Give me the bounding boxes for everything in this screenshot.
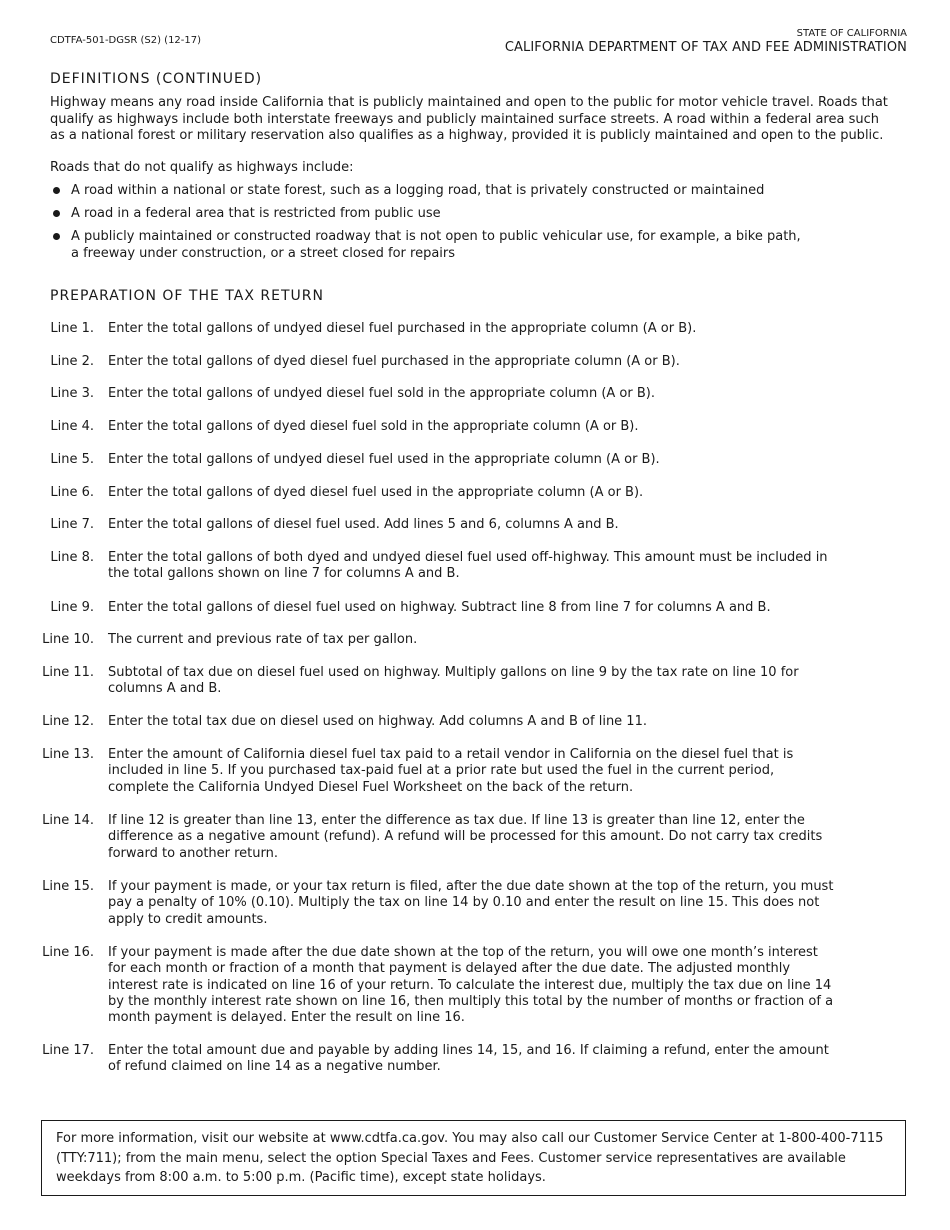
line-instruction: Enter the total gallons of dyed diesel fuel purchased in the appropriate column (A or B). (108, 354, 680, 369)
line-instruction: Enter the total gallons of undyed diesel fuel sold in the appropriate column (A or B). (108, 386, 655, 401)
line-instruction: The current and previous rate of tax per gallon. (108, 632, 418, 647)
line-label: Line 7. (50, 517, 94, 532)
line-instruction: Enter the total gallons of diesel fuel used on highway. Subtract line 8 from line 7 for columns A and B. (108, 600, 771, 615)
line-label: Line 8. (50, 550, 94, 565)
line-label: Line 16. (42, 945, 94, 960)
line-label: Line 1. (50, 321, 94, 336)
line-label: Line 2. (50, 354, 94, 369)
bullet-item: A road in a federal area that is restricted from public use (50, 206, 810, 223)
department-name: CALIFORNIA DEPARTMENT OF TAX AND FEE ADMINISTRATION (504, 40, 907, 55)
non-highway-intro: Roads that do not qualify as highways include: (50, 160, 354, 175)
line-instruction: Enter the amount of California diesel fuel tax paid to a retail vendor in California on the diesel fuel that is included in line 5. If you purchased tax-paid fuel at a prior rate but used the fuel in the current period, complete the California Undyed Diesel Fuel Worksheet on the back of the return. (108, 747, 794, 795)
line-label: Line 17. (42, 1043, 94, 1058)
line-instruction: If line 12 is greater than line 13, enter the difference as tax due. If line 13 is greater than line 12, enter the difference as a negative amount (refund). A refund will be processed for this amount. Do not carry tax credits forward to another return. (108, 813, 823, 861)
line-label: Line 3. (50, 386, 94, 401)
line-label: Line 4. (50, 419, 94, 434)
non-highway-list (50, 183, 810, 269)
preparation-title: PREPARATION OF THE TAX RETURN (50, 288, 324, 304)
line-instruction: Enter the total gallons of diesel fuel used. Add lines 5 and 6, columns A and B. (108, 517, 619, 532)
bullet-item: A publicly maintained or constructed roadway that is not open to public vehicular use, for example, a bike path, a freeway under construction, or a street closed for repairs (50, 229, 810, 262)
line-label: Line 14. (42, 813, 94, 828)
line-label: Line 10. (42, 632, 94, 647)
line-label: Line 11. (42, 665, 94, 680)
line-label: Line 12. (42, 714, 94, 729)
form-id: CDTFA-501-DGSR (S2) (12-17) (50, 35, 202, 46)
line-instruction: Enter the total gallons of undyed diesel fuel purchased in the appropriate column (A or B). (108, 321, 697, 336)
contact-info-text: For more information, visit our website at www.cdtfa.ca.gov. You may also call our Customer Service Center at 1-800-400-7115 (TTY:711); from the main menu, select the option Special Taxes and Fees. Customer service representatives are available weekdays from 8:00 a.m. to 5:00 p.m. (Pacific time), except state holidays. (56, 1131, 884, 1185)
line-instruction: Enter the total gallons of both dyed and undyed diesel fuel used off-highway. This amount must be included in the total gallons shown on line 7 for columns A and B. (108, 550, 828, 582)
state-name: STATE OF CALIFORNIA (796, 28, 907, 39)
agency-header (505, 28, 907, 56)
contact-info-box (41, 1120, 906, 1196)
line-instruction: Enter the total amount due and payable by adding lines 14, 15, and 16. If claiming a refund, enter the amount of refund claimed on line 14 as a negative number. (108, 1043, 829, 1075)
line-instruction: If your payment is made, or your tax return is filed, after the due date shown at the top of the return, you must pay a penalty of 10% (0.10). Multiply the tax on line 14 by 0.10 and enter the result on line 15. This does not apply to credit amounts. (108, 879, 834, 927)
line-instruction: Enter the total gallons of dyed diesel fuel used in the appropriate column (A or B). (108, 485, 644, 500)
line-instruction: If your payment is made after the due date shown at the top of the return, you will owe one month’s interest for each month or fraction of a month that payment is delayed after the due date. The adjusted monthly interest rate is indicated on line 16 of your return. To calculate the interest due, multiply the tax due on line 14 by the monthly interest rate shown on line 16, then multiply this total by the number of months or fraction of a month payment is delayed. Enter the result on line 16. (108, 945, 834, 1026)
line-label: Line 15. (42, 879, 94, 894)
line-label: Line 9. (50, 600, 94, 615)
line-instruction: Enter the total gallons of dyed diesel fuel sold in the appropriate column (A or B). (108, 419, 639, 434)
line-label: Line 13. (42, 747, 94, 762)
line-instruction: Enter the total gallons of undyed diesel fuel used in the appropriate column (A or B). (108, 452, 660, 467)
highway-definition: Highway means any road inside California that is publicly maintained and open to the public for motor vehicle travel. Roads that qualify as highways include both interstate freeways and publicly maintained surface streets. A road within a federal area such as a national forest or military reservation also qualifies as a highway, provided it is publicly maintained and open to the public. (50, 95, 888, 143)
line-instruction: Subtotal of tax due on diesel fuel used on highway. Multiply gallons on line 9 by the tax rate on line 10 for columns A and B. (108, 665, 799, 697)
bullet-item: A road within a national or state forest, such as a logging road, that is privately constructed or maintained (50, 183, 810, 200)
definitions-title: DEFINITIONS (CONTINUED) (50, 71, 263, 87)
line-instruction: Enter the total tax due on diesel used on highway. Add columns A and B of line 11. (108, 714, 647, 729)
line-label: Line 6. (50, 485, 94, 500)
line-label: Line 5. (50, 452, 94, 467)
